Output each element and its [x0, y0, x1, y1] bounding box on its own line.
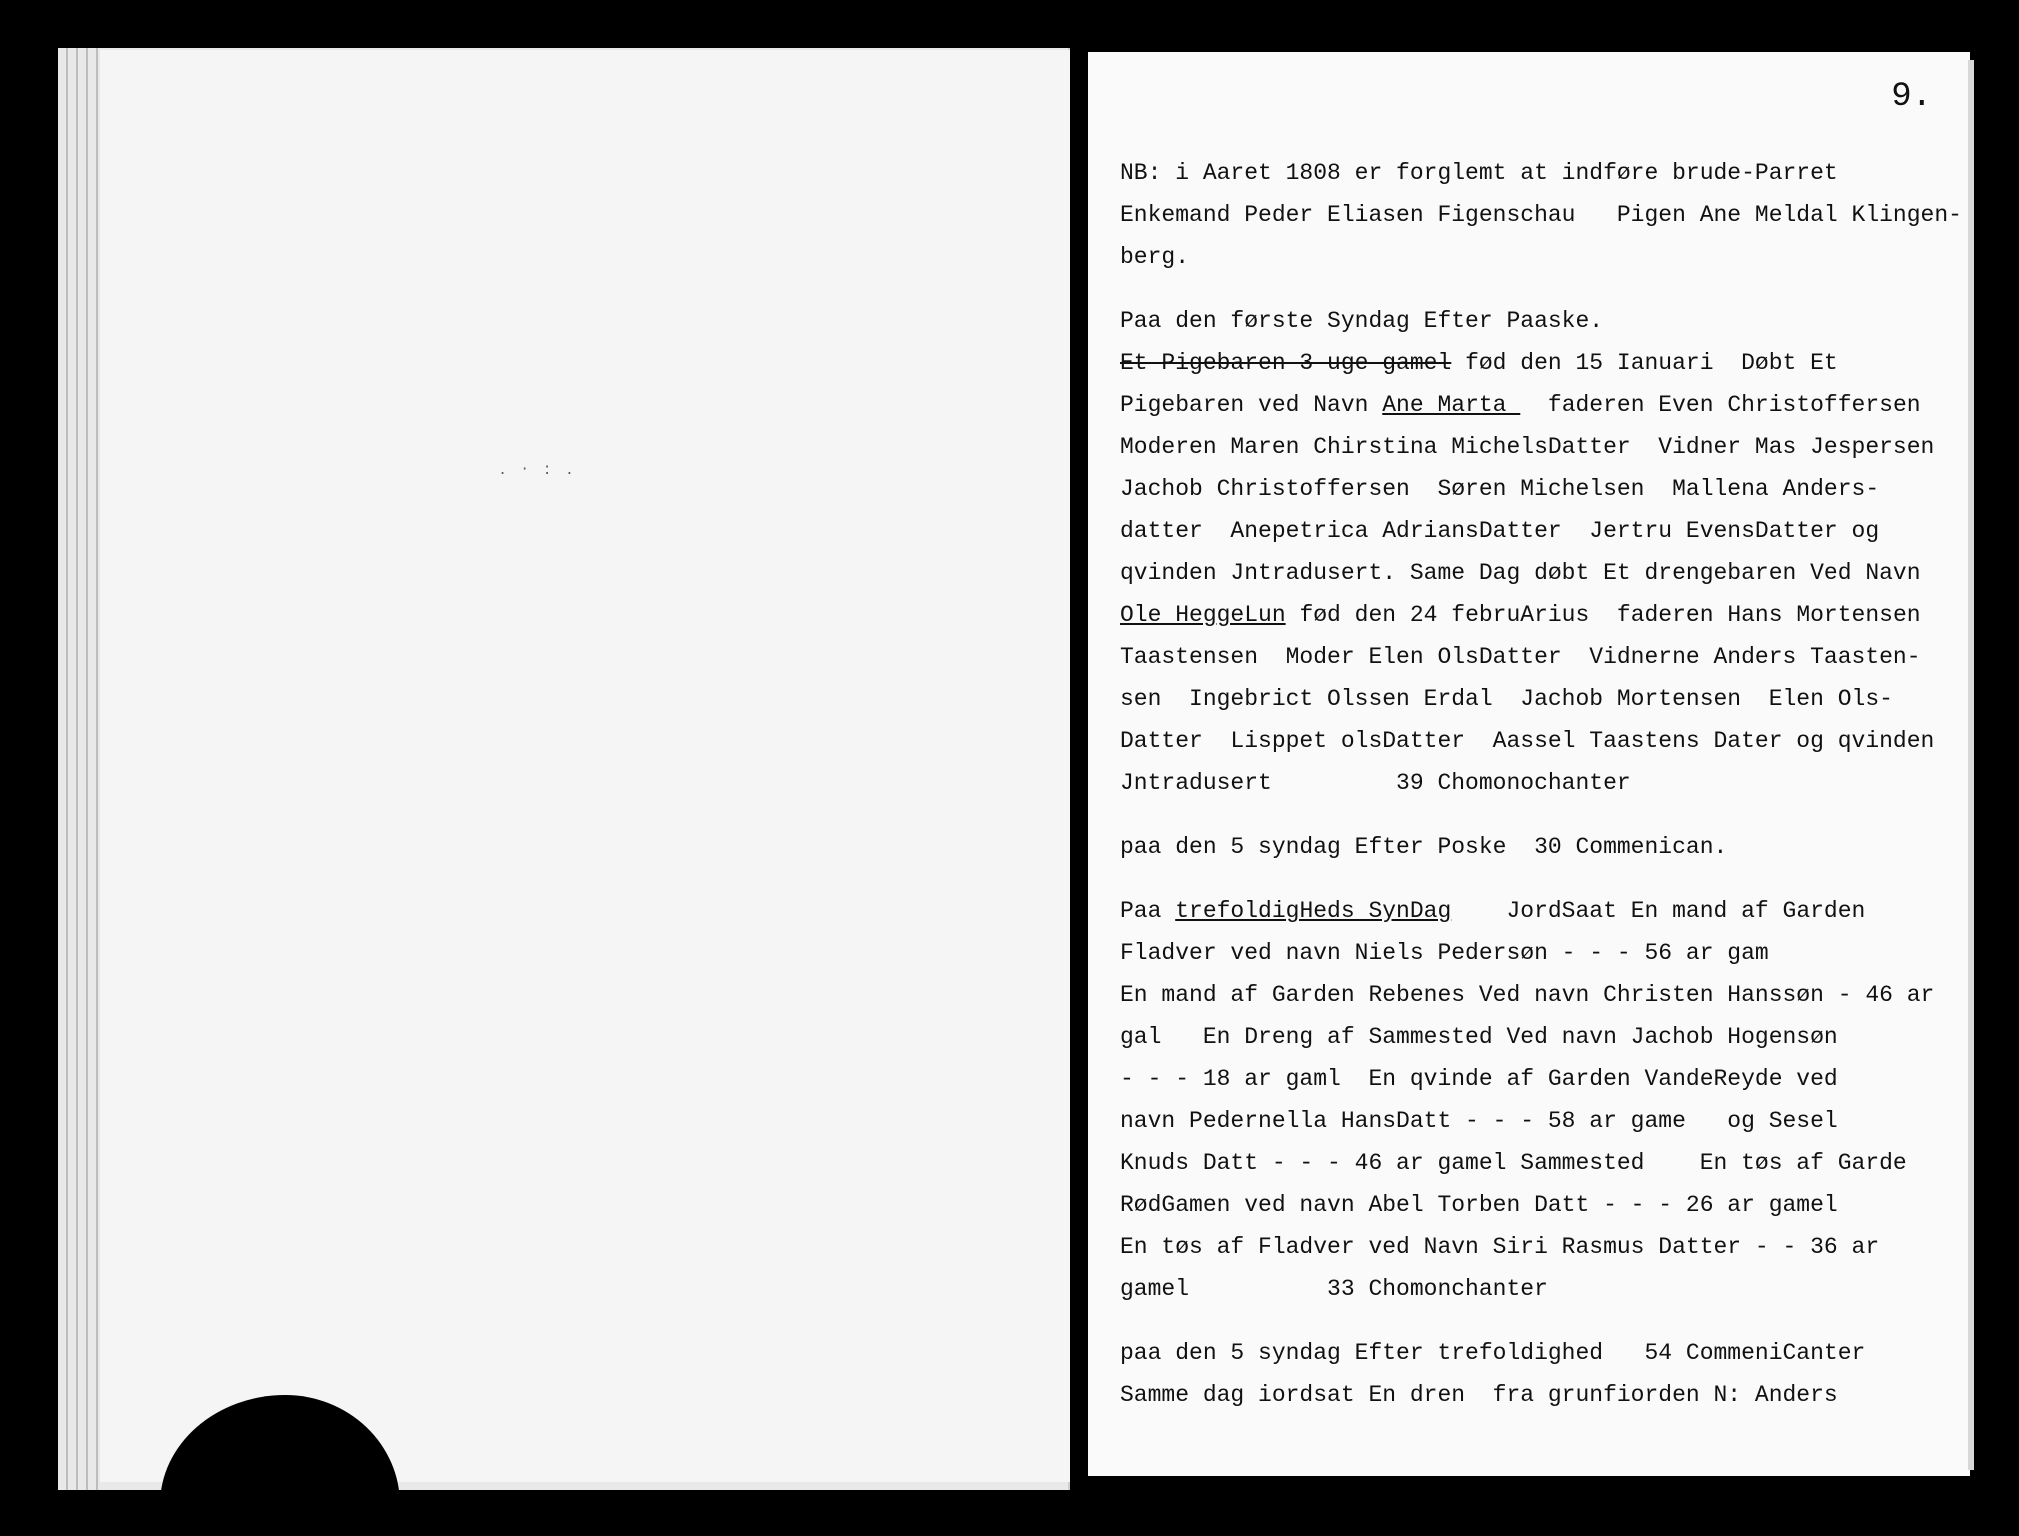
- text-segment: Moderen Maren Chirstina MichelsDatter Vidner Mas Jespersen: [1120, 434, 1935, 460]
- text-line: [1120, 1226, 1960, 1268]
- paragraph-gap: [1120, 804, 1960, 826]
- text-line: [1120, 1374, 1960, 1416]
- text-line: [1120, 1100, 1960, 1142]
- text-line: [1120, 826, 1960, 868]
- text-segment: JordSaat En mand af Garden: [1451, 898, 1866, 924]
- text-segment: paa den 5 syndag Efter Poske 30 Commenican.: [1120, 834, 1728, 860]
- text-segment: Enkemand Peder Eliasen Figenschau Pigen Ane Meldal Klingen-: [1120, 202, 1962, 228]
- text-line: [1120, 974, 1960, 1016]
- text-line: [1120, 194, 1960, 236]
- text-segment: fød den 24 februArius faderen Hans Mortensen: [1285, 602, 1921, 628]
- text-line: [1120, 678, 1960, 720]
- text-segment: navn Pedernella HansDatt - - - 58 ar game og Sesel: [1120, 1108, 1838, 1134]
- page-number: 9.: [1891, 78, 1932, 116]
- text-segment: Taastensen Moder Elen OlsDatter Vidnerne Anders Taasten-: [1120, 644, 1921, 670]
- transcription-body: [1120, 152, 1960, 1416]
- text-segment: - - - 18 ar gaml En qvinde af Garden VandeReyde ved: [1120, 1066, 1838, 1092]
- left-page: [100, 50, 1070, 1482]
- text-line: [1120, 342, 1960, 384]
- text-segment: fød den 15 Ianuari Døbt Et: [1451, 350, 1838, 376]
- page-edge: [66, 48, 68, 1490]
- text-line: [1120, 720, 1960, 762]
- text-segment: paa den 5 syndag Efter trefoldighed 54 CommeniCanter: [1120, 1340, 1866, 1366]
- text-line: [1120, 468, 1960, 510]
- specks: . · : .: [500, 459, 578, 478]
- text-segment: Paa den første Syndag Efter Paaske.: [1120, 308, 1604, 334]
- text-segment: Pigebaren ved Navn: [1120, 392, 1383, 418]
- text-segment: berg.: [1120, 244, 1190, 270]
- page-edge: [96, 48, 98, 1490]
- text-line: [1120, 762, 1960, 804]
- underlined-name: Ane Marta: [1382, 392, 1521, 418]
- text-segment: faderen Even Christoffersen: [1520, 392, 1921, 418]
- right-page: [1088, 52, 1970, 1476]
- text-segment: En tøs af Fladver ved Navn Siri Rasmus Datter - - 36 ar: [1120, 1234, 1880, 1260]
- text-line: [1120, 932, 1960, 974]
- text-segment: gamel 33 Chomonchanter: [1120, 1276, 1548, 1302]
- text-line: [1120, 1142, 1960, 1184]
- text-line: [1120, 152, 1960, 194]
- struck-text: Et Pigebaren 3 uge gamel: [1120, 350, 1452, 376]
- text-line: [1120, 300, 1960, 342]
- text-line: [1120, 236, 1960, 278]
- text-segment: sen Ingebrict Olssen Erdal Jachob Mortensen Elen Ols-: [1120, 686, 1893, 712]
- text-line: [1120, 890, 1960, 932]
- text-segment: Knuds Datt - - - 46 ar gamel Sammested En tøs af Garde: [1120, 1150, 1907, 1176]
- text-segment: Jachob Christoffersen Søren Michelsen Mallena Anders-: [1120, 476, 1880, 502]
- text-line: [1120, 636, 1960, 678]
- text-line: [1120, 1268, 1960, 1310]
- text-segment: Datter Lisppet olsDatter Aassel Taastens Dater og qvinden: [1120, 728, 1935, 754]
- text-line: [1120, 1016, 1960, 1058]
- text-line: [1120, 426, 1960, 468]
- text-line: [1120, 384, 1960, 426]
- text-line: [1120, 594, 1960, 636]
- text-segment: gal En Dreng af Sammested Ved navn Jachob Hogensøn: [1120, 1024, 1838, 1050]
- text-segment: Paa: [1120, 898, 1176, 924]
- text-segment: qvinden Jntradusert. Same Dag døbt Et drengebaren Ved Navn: [1120, 560, 1921, 586]
- paragraph-gap: [1120, 868, 1960, 890]
- text-line: [1120, 510, 1960, 552]
- underlined-name: Ole HeggeLun: [1120, 602, 1286, 628]
- text-line: [1120, 1332, 1960, 1374]
- page-edge: [86, 48, 88, 1490]
- text-line: [1120, 1184, 1960, 1226]
- text-line: [1120, 1058, 1960, 1100]
- text-segment: datter Anepetrica AdriansDatter Jertru EvensDatter og: [1120, 518, 1880, 544]
- text-segment: NB: i Aaret 1808 er forglemt at indføre brude-Parret: [1120, 160, 1838, 186]
- text-segment: RødGamen ved navn Abel Torben Datt - - - 26 ar gamel: [1120, 1192, 1838, 1218]
- text-segment: Samme dag iordsat En dren fra grunfiorden N: Anders: [1120, 1382, 1838, 1408]
- text-segment: En mand af Garden Rebenes Ved navn Christen Hanssøn - 46 ar: [1120, 982, 1935, 1008]
- paragraph-gap: [1120, 1310, 1960, 1332]
- text-segment: Jntradusert 39 Chomonochanter: [1120, 770, 1631, 796]
- page-edge: [76, 48, 78, 1490]
- text-segment: Fladver ved navn Niels Pedersøn - - - 56 ar gam: [1120, 940, 1769, 966]
- text-line: [1120, 552, 1960, 594]
- page-edge-right: [1968, 60, 1974, 1470]
- paragraph-gap: [1120, 278, 1960, 300]
- underlined-name: trefoldigHeds SynDag: [1175, 898, 1452, 924]
